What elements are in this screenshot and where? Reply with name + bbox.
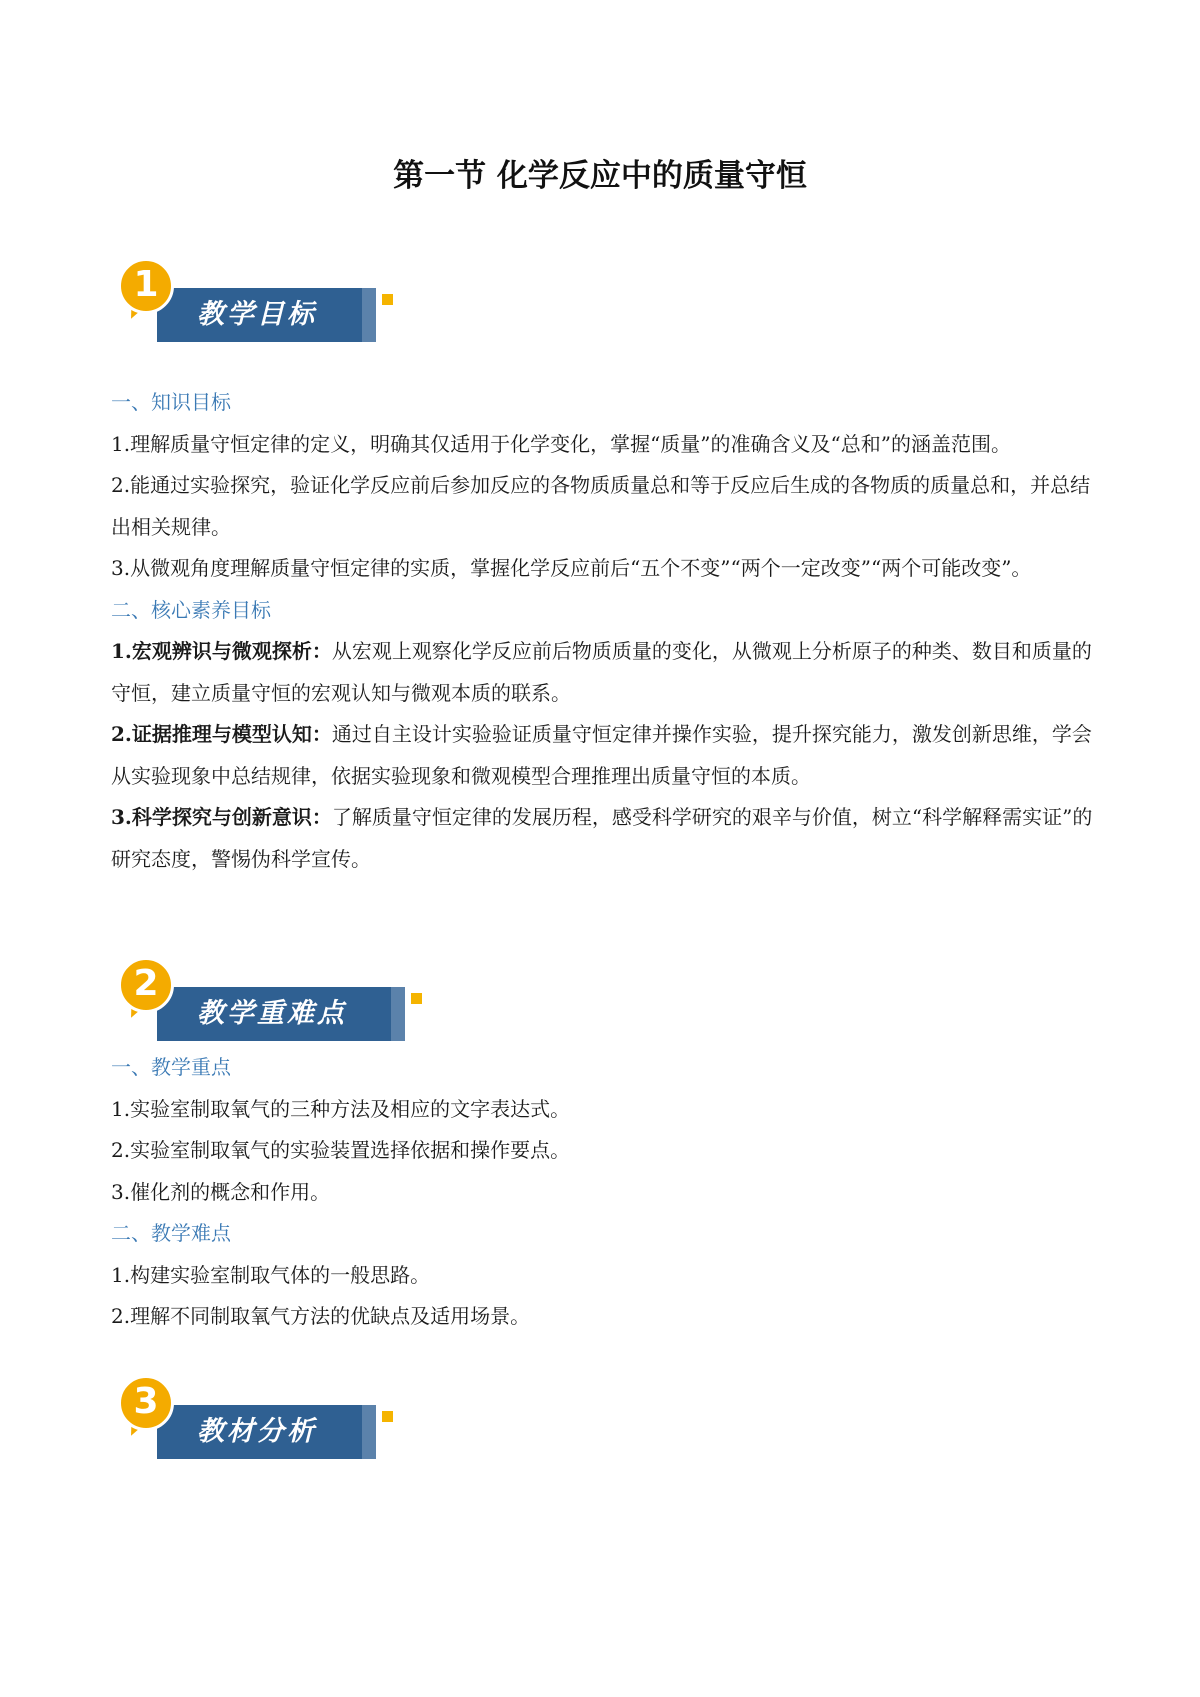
list-item: 3.从微观角度理解质量守恒定律的实质，掌握化学反应前后“五个不变”“两个一定改变”“两个可能改变”。 — [111, 556, 1032, 580]
section-badge-bar — [157, 987, 405, 1041]
section-number: 2 — [133, 963, 159, 1004]
list-item-text: 通过自主设计实验验证质量守恒定律并操作实验，提升探究能力，激发创新思维，学会从实验现象中总结规律，依据实验现象和微观模型合理推理出质量守恒的本质。 — [111, 722, 1092, 788]
list-item: 2.实验室制取氧气的实验装置选择依据和操作要点。 — [111, 1138, 571, 1162]
list-item — [111, 631, 1101, 714]
list-item-text: 从宏观上观察化学反应前后物质质量的变化，从微观上分析原子的种类、数目和质量的守恒，建立质量守恒的宏观认知与微观本质的联系。 — [111, 639, 1092, 705]
list-item: 2.能通过实验探究，验证化学反应前后参加反应的各物质质量总和等于反应后生成的各物质的质量总和，并总结出相关规律。 — [111, 473, 1091, 539]
badge-accent-square — [382, 1411, 393, 1422]
section-title: 教学目标 — [197, 299, 317, 330]
list-item — [111, 797, 1101, 880]
sub-heading: 一、知识目标 — [111, 390, 231, 414]
section-number: 3 — [133, 1381, 159, 1422]
section-1-content — [111, 382, 1101, 880]
list-item-lead: 2.证据推理与模型认知： — [111, 722, 332, 746]
section-badge-bar — [157, 288, 376, 342]
section-badge-1 — [115, 258, 395, 330]
list-item: 2.理解不同制取氧气方法的优缺点及适用场景。 — [111, 1304, 531, 1328]
sub-heading: 二、核心素养目标 — [111, 597, 271, 622]
section-badge-3 — [115, 1375, 395, 1447]
list-item: 1.实验室制取氧气的三种方法及相应的文字表达式。 — [111, 1096, 571, 1121]
sub-heading: 一、教学重点 — [111, 1055, 231, 1079]
section-title: 教学重难点 — [197, 998, 347, 1029]
list-item — [111, 714, 1101, 797]
page-title: 第一节 化学反应中的质量守恒 — [393, 158, 807, 194]
badge-accent-square — [382, 294, 393, 305]
list-item-lead: 1.宏观辨识与微观探析： — [111, 639, 332, 663]
badge-accent-square — [411, 993, 422, 1004]
sub-heading: 二、教学难点 — [111, 1221, 231, 1245]
section-title: 教材分析 — [197, 1416, 317, 1447]
list-item: 3.催化剂的概念和作用。 — [111, 1179, 331, 1204]
list-item: 1.理解质量守恒定律的定义，明确其仅适用于化学变化，掌握“质量”的准确含义及“总和”的涵盖范围。 — [111, 431, 1011, 456]
list-item-text: 了解质量守恒定律的发展历程，感受科学研究的艰辛与价值，树立“科学解释需实证”的研究态度，警惕伪科学宣传。 — [111, 805, 1093, 871]
section-number: 1 — [133, 264, 159, 305]
section-2-content — [111, 1047, 1101, 1338]
list-item: 1.构建实验室制取气体的一般思路。 — [111, 1262, 431, 1287]
section-badge-bar — [157, 1405, 376, 1459]
section-badge-2 — [115, 957, 425, 1029]
list-item-lead: 3.科学探究与创新意识： — [111, 805, 332, 829]
